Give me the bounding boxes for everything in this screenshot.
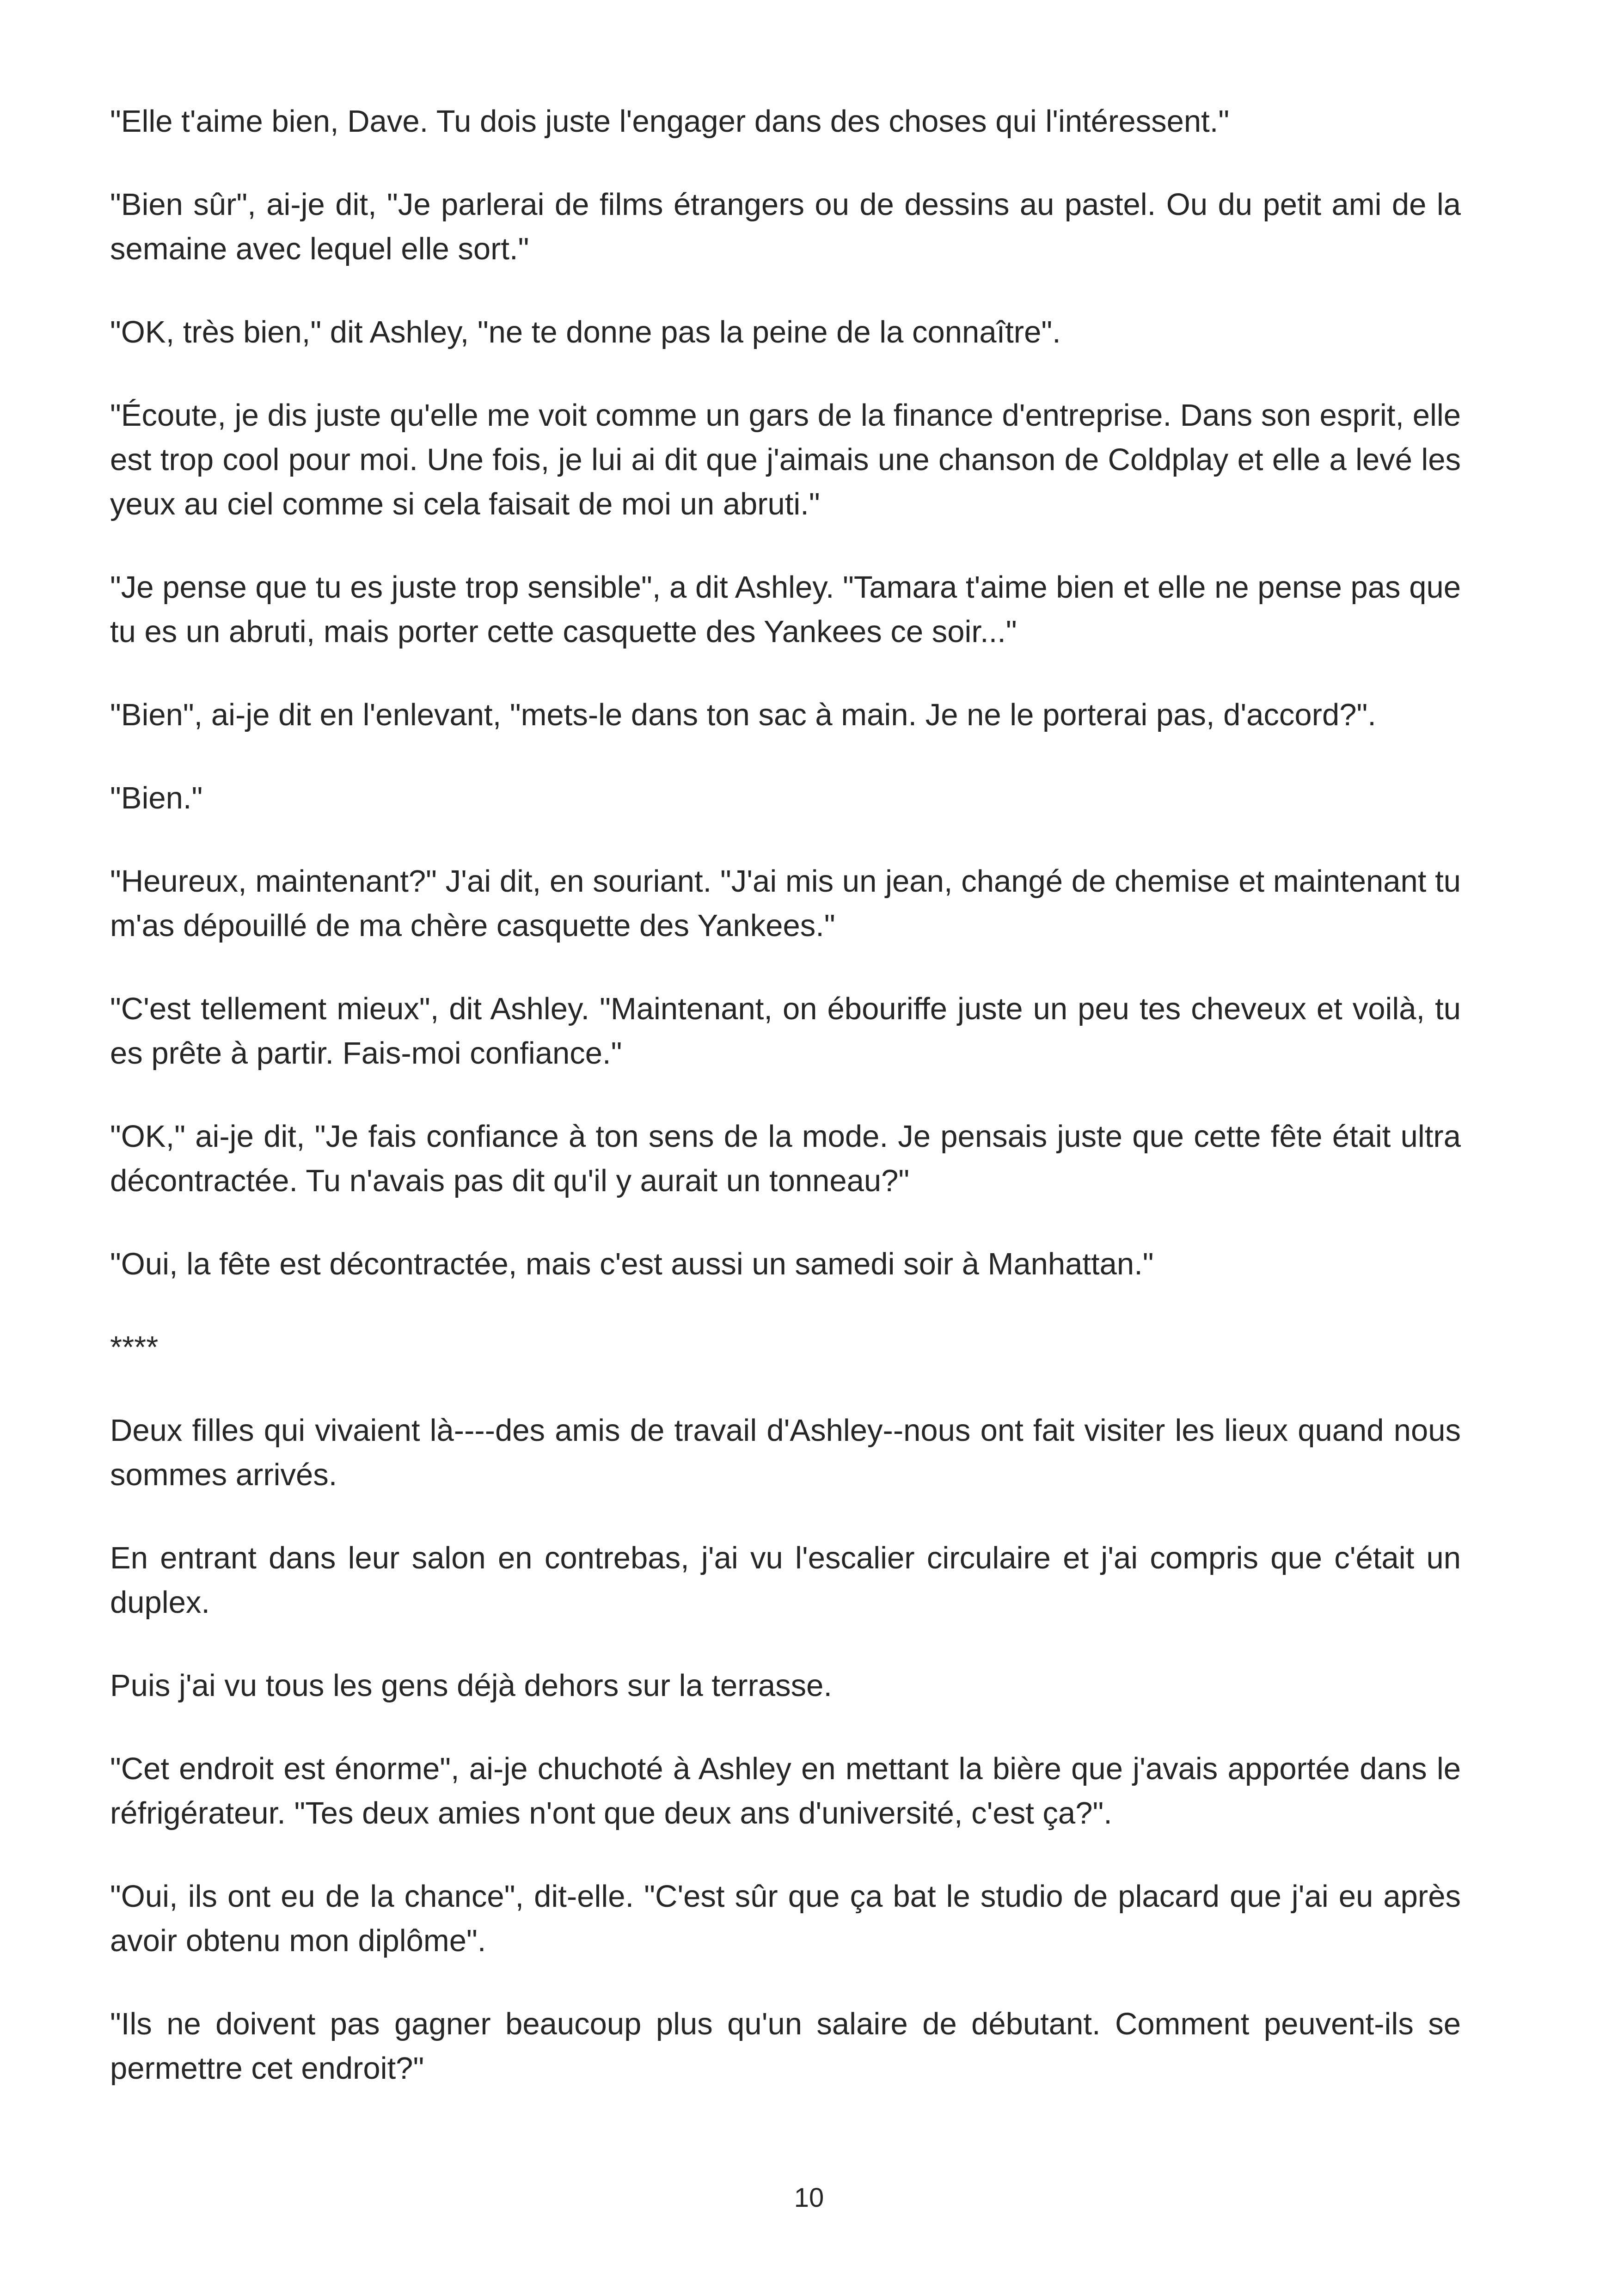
paragraph: "OK," ai-je dit, "Je fais confiance à ton sens de la mode. Je pensais juste que cette fête était ultra décontractée. Tu n'avais pas dit qu'il y aurait un tonneau?" — [110, 1119, 1461, 1198]
body-text — [110, 99, 1461, 2130]
section-break: **** — [110, 1330, 159, 1365]
paragraph: "Écoute, je dis juste qu'elle me voit comme un gars de la finance d'entreprise. Dans son esprit, elle est trop cool pour moi. Une fois, je lui ai dit que j'aimais une chanson de Coldplay et elle a levé les yeux au ciel comme si cela faisait de moi un abruti." — [110, 398, 1461, 521]
paragraph: Deux filles qui vivaient là----des amis de travail d'Ashley--nous ont fait visiter les lieux quand nous sommes arrivés. — [110, 1413, 1461, 1492]
paragraph: "Oui, la fête est décontractée, mais c'est aussi un samedi soir à Manhattan." — [110, 1247, 1154, 1281]
paragraph: "OK, très bien," dit Ashley, "ne te donne pas la peine de la connaître". — [110, 315, 1061, 349]
paragraph: En entrant dans leur salon en contrebas, j'ai vu l'escalier circulaire et j'ai compris que c'était un duplex. — [110, 1541, 1461, 1620]
paragraph: "Bien." — [110, 781, 203, 815]
page-number: 10 — [794, 2183, 824, 2213]
paragraph: "Elle t'aime bien, Dave. Tu dois juste l'engager dans des choses qui l'intéressent." — [110, 104, 1230, 139]
paragraph: "Bien sûr", ai-je dit, "Je parlerai de films étrangers ou de dessins au pastel. Ou du petit ami de la semaine avec lequel elle sort." — [110, 187, 1461, 266]
paragraph: "Je pense que tu es juste trop sensible", a dit Ashley. "Tamara t'aime bien et elle ne pense pas que tu es un abruti, mais porter cette casquette des Yankees ce soir..." — [110, 570, 1461, 649]
paragraph: "C'est tellement mieux", dit Ashley. "Maintenant, on ébouriffe juste un peu tes cheveux et voilà, tu es prête à partir. Fais-moi confiance." — [110, 992, 1461, 1071]
paragraph: "Oui, ils ont eu de la chance", dit-elle. "C'est sûr que ça bat le studio de placard que j'ai eu après avoir obtenu mon diplôme". — [110, 1879, 1461, 1958]
paragraph: Puis j'ai vu tous les gens déjà dehors sur la terrasse. — [110, 1668, 833, 1703]
paragraph: "Cet endroit est énorme", ai-je chuchoté à Ashley en mettant la bière que j'avais apportée dans le réfrigérateur. "Tes deux amies n'ont que deux ans d'université, c'est ça?". — [110, 1751, 1461, 1831]
paragraph: "Ils ne doivent pas gagner beaucoup plus qu'un salaire de débutant. Comment peuvent-ils se permettre cet endroit?" — [110, 2007, 1461, 2086]
paragraph: "Bien", ai-je dit en l'enlevant, "mets-le dans ton sac à main. Je ne le porterai pas, d'accord?". — [110, 698, 1376, 732]
paragraph: "Heureux, maintenant?" J'ai dit, en souriant. "J'ai mis un jean, changé de chemise et maintenant tu m'as dépouillé de ma chère casquette des Yankees." — [110, 864, 1461, 943]
